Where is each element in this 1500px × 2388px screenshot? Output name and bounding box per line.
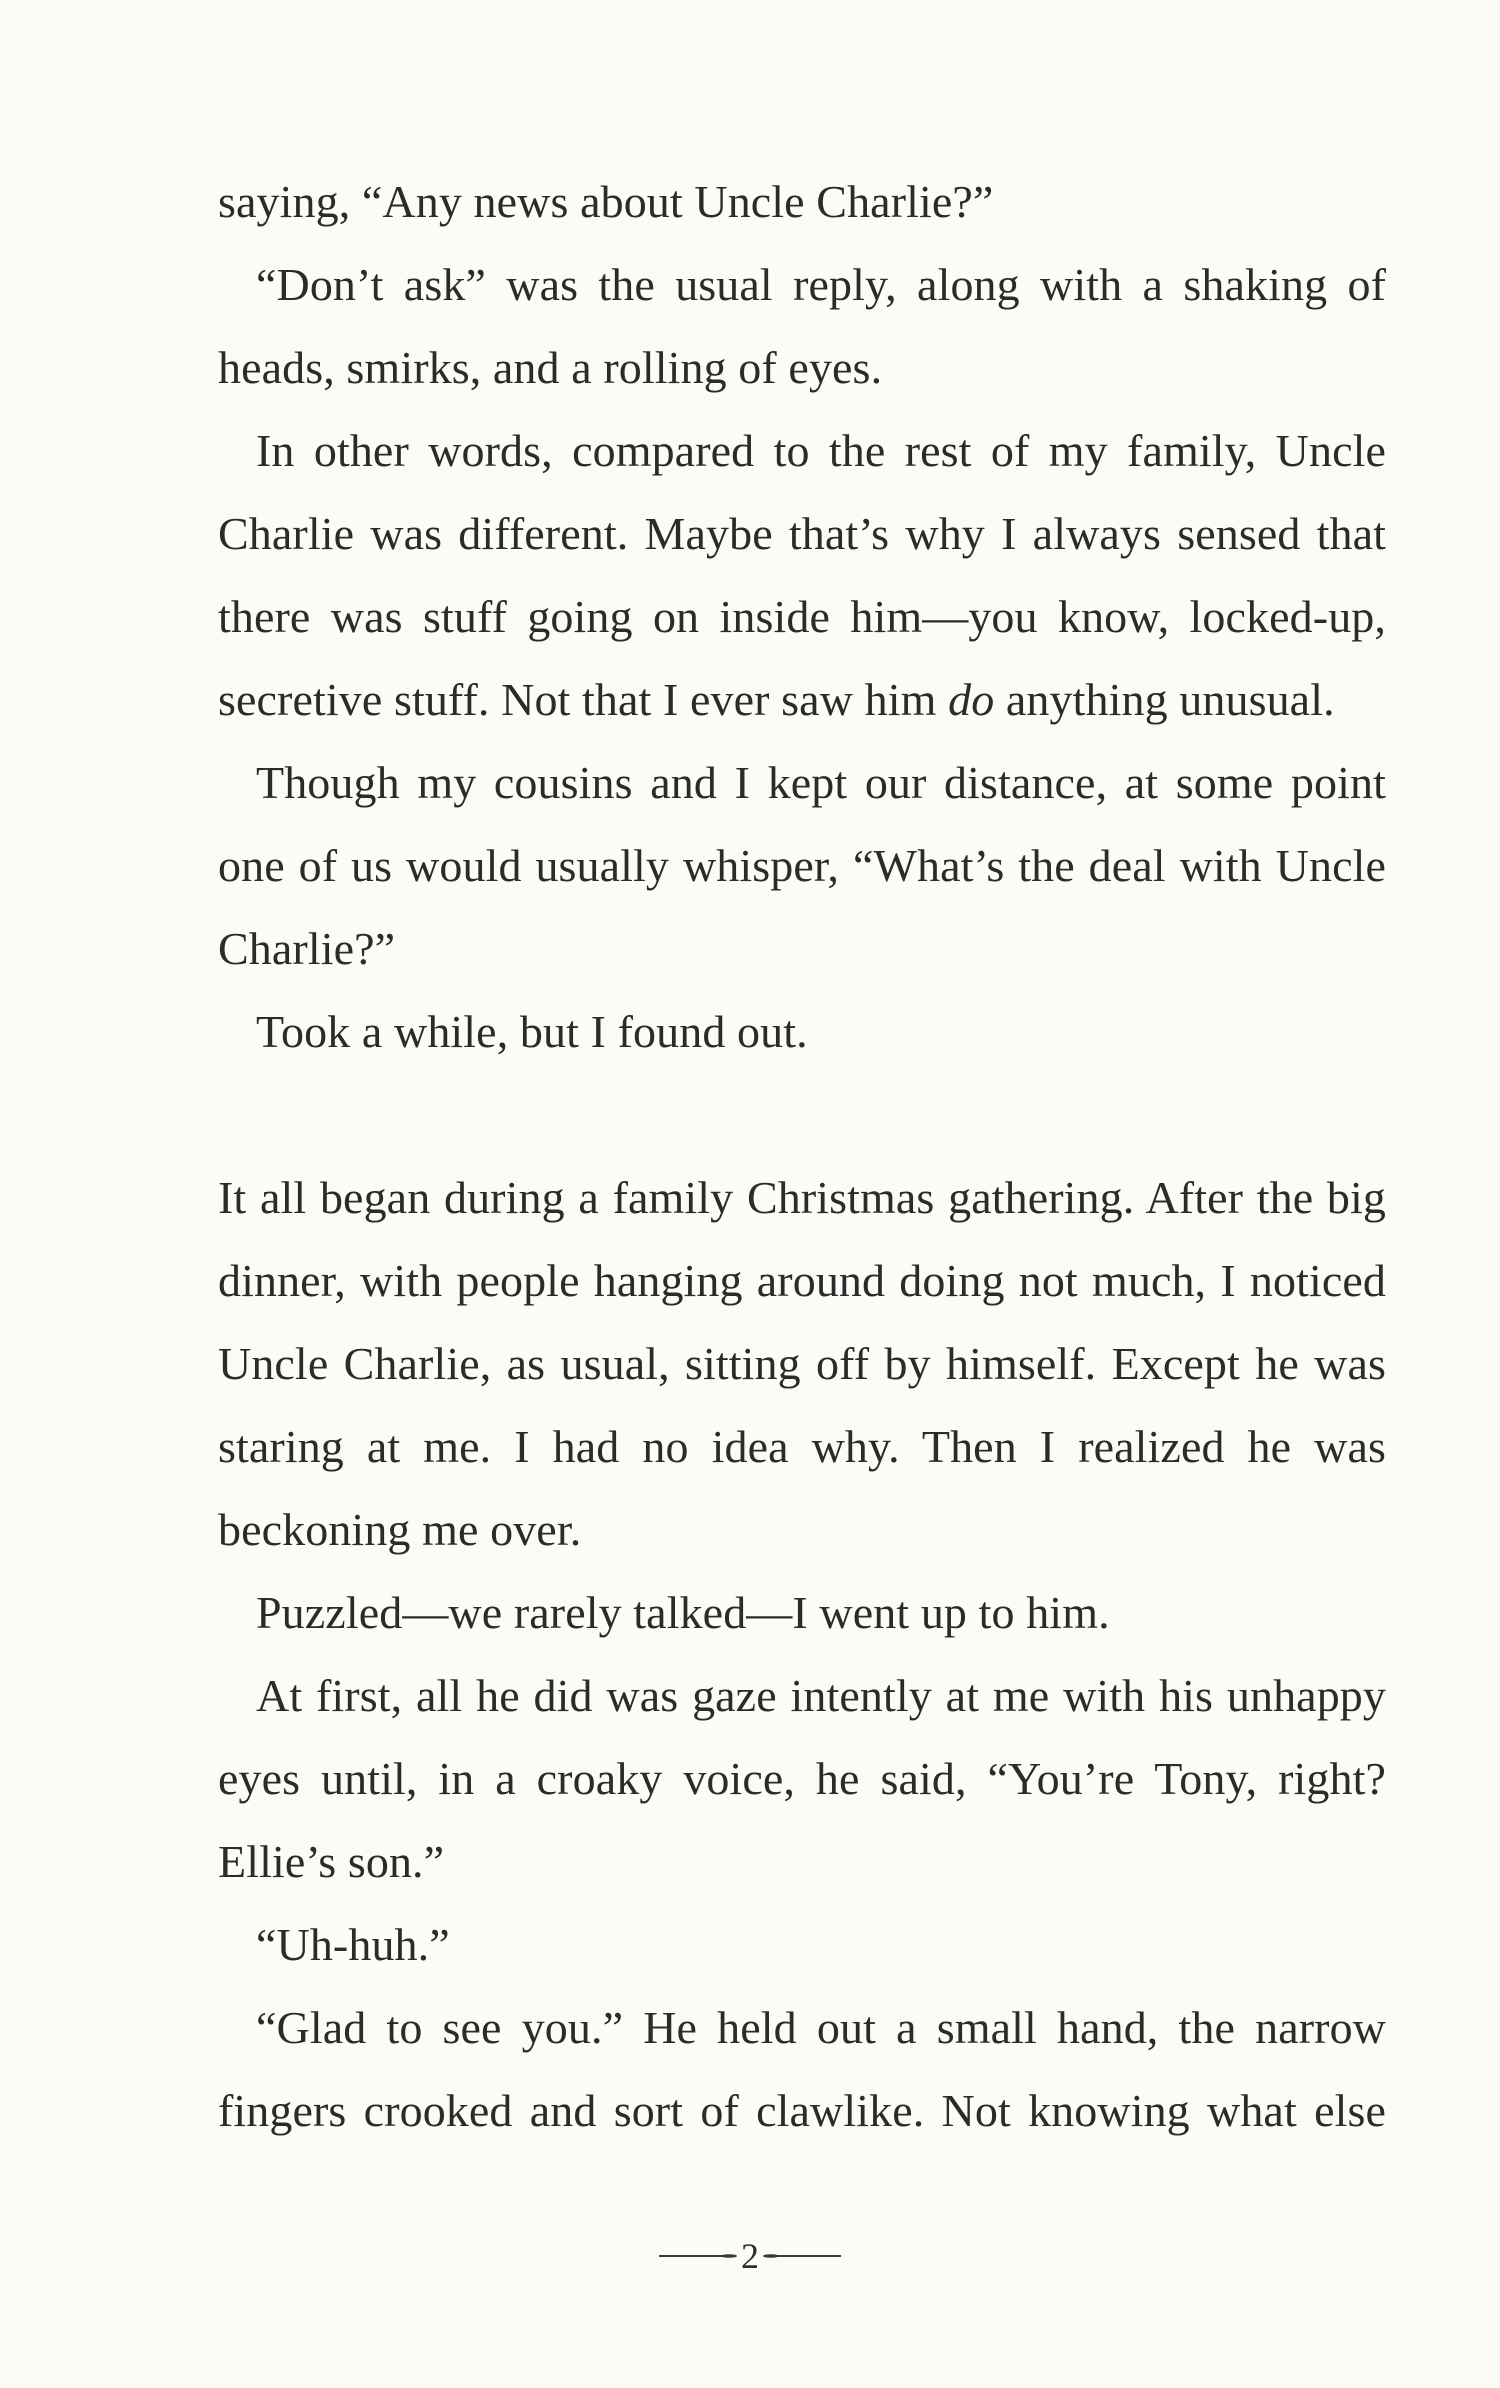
paragraph-10	[218, 1986, 1386, 2152]
paragraph-7-text: Puzzled—we rarely talked—I went up to him.	[256, 1587, 1110, 1638]
paragraph-9-text: “Uh-huh.”	[256, 1919, 450, 1970]
paragraph-5-text: Took a while, but I found out.	[256, 1006, 808, 1057]
section-break	[218, 1073, 1386, 1156]
paragraph-8-text: At first, all he did was gaze intently at me with his unhappy eyes until, in a croaky voice, he said, “You’re Tony, right? Ellie’s son.”	[218, 1670, 1386, 1887]
folio-rule-right	[765, 2255, 841, 2257]
page-number: 2	[741, 2236, 759, 2276]
paragraph-6-text: It all began during a family Christmas gathering. After the big dinner, with people hanging around doing not much, I noticed Uncle Charlie, as usual, sitting off by himself. Except he was staring at me. I had no idea why. Then I realized he was beckoning me over.	[218, 1172, 1386, 1555]
paragraph-3-emphasis: do	[948, 674, 995, 725]
page-number-footer	[0, 2236, 1500, 2276]
paragraph-2-text: “Don’t ask” was the usual reply, along with a shaking of heads, smirks, and a rolling of eyes.	[218, 259, 1386, 393]
paragraph-3-text: In other words, compared to the rest of my family, Uncle Charlie was different. Maybe that’s why I always sensed that there was stuff going on inside him—you know, locked-up, secretive stuff. Not that I ever saw him	[218, 425, 1386, 725]
paragraph-9	[218, 1903, 1386, 1986]
paragraph-3	[218, 409, 1386, 741]
paragraph-7	[218, 1571, 1386, 1654]
body-text	[218, 160, 1386, 2152]
paragraph-4	[218, 741, 1386, 990]
folio-rule-left	[659, 2255, 735, 2257]
paragraph-6	[218, 1156, 1386, 1571]
paragraph-2	[218, 243, 1386, 409]
paragraph-3-text-after: anything unusual.	[994, 674, 1335, 725]
paragraph-8	[218, 1654, 1386, 1903]
paragraph-1-text: saying, “Any news about Uncle Charlie?”	[218, 176, 994, 227]
paragraph-4-text: Though my cousins and I kept our distance, at some point one of us would usually whisper, “What’s the deal with Uncle Charlie?”	[218, 757, 1386, 974]
paragraph-10-text: “Glad to see you.” He held out a small hand, the narrow fingers crooked and sort of clawlike. Not knowing what else	[218, 2002, 1386, 2136]
paragraph-5	[218, 990, 1386, 1073]
paragraph-1	[218, 160, 1386, 243]
